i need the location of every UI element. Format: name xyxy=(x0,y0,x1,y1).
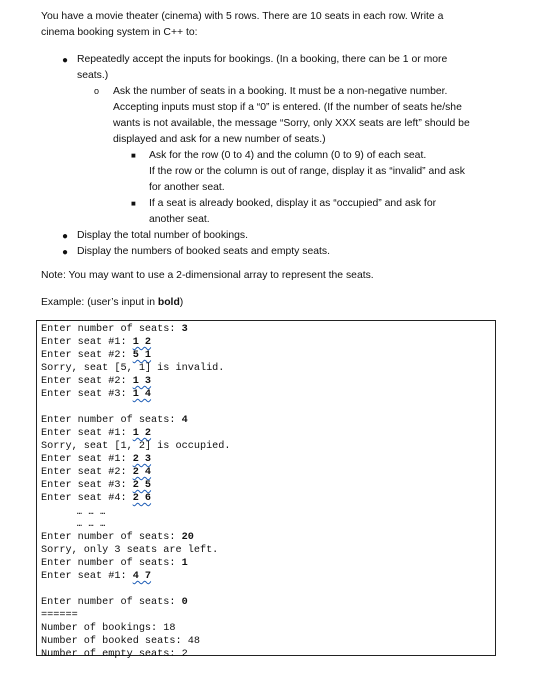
console-prompt: Enter seat #2: xyxy=(41,467,133,478)
console-prompt: Enter seat #1: xyxy=(41,428,133,439)
bullet-text: Repeatedly accept the inputs for bookings. (In a booking, there can be 1 or more xyxy=(77,54,448,65)
sub-sub-bullet-text: for another seat. xyxy=(149,182,225,193)
user-input: 2 4 xyxy=(132,467,152,478)
console-line xyxy=(41,492,151,505)
console-prompt: Enter number of seats: xyxy=(41,597,182,608)
console-prompt: Enter seat #1: xyxy=(41,337,133,348)
console-prompt: Enter seat #3: xyxy=(41,480,133,491)
console-line xyxy=(41,427,151,440)
console-line xyxy=(41,466,151,479)
console-line xyxy=(41,349,151,362)
user-input: 4 xyxy=(181,415,188,426)
example-label xyxy=(41,295,183,311)
user-input: 4 7 xyxy=(132,571,152,582)
example-prefix: Example: (user’s input in xyxy=(41,297,158,308)
user-input: 2 6 xyxy=(132,493,152,504)
console-prompt: Enter seat #4: xyxy=(41,493,133,504)
console-prompt: Enter seat #1: xyxy=(41,571,133,582)
square-bullet-icon: ■ xyxy=(131,199,136,208)
console-line xyxy=(41,479,151,492)
bullet-text: seats.) xyxy=(77,70,109,81)
console-separator: ====== xyxy=(41,610,78,621)
user-input: 1 4 xyxy=(132,389,152,400)
intro-paragraph xyxy=(41,9,501,41)
console-prompt: Enter seat #1: xyxy=(41,454,133,465)
console-prompt: Enter number of seats: xyxy=(41,558,182,569)
sub-sub-bullet-item xyxy=(149,196,509,228)
console-prompt: Enter seat #2: xyxy=(41,376,133,387)
user-input: 2 5 xyxy=(132,480,152,491)
bullet-item: Display the numbers of booked seats and empty seats. xyxy=(77,246,330,257)
console-line xyxy=(41,531,194,544)
user-input: 1 3 xyxy=(132,376,152,387)
bullet-dot-icon: ● xyxy=(62,55,69,66)
sub-sub-bullet-text: If the row or the column is out of range, display it as “invalid” and ask xyxy=(149,166,465,177)
sub-sub-bullet-text: If a seat is already booked, display it as “occupied” and ask for xyxy=(149,198,437,209)
user-input: 5 1 xyxy=(132,350,152,361)
intro-line: You have a movie theater (cinema) with 5 rows. There are 10 seats in each row. Write a xyxy=(41,11,444,22)
user-input: 20 xyxy=(181,532,194,543)
console-line xyxy=(41,336,151,349)
circle-bullet-icon: o xyxy=(94,86,100,96)
console-prompt: Enter seat #3: xyxy=(41,389,133,400)
intro-line: cinema booking system in C++ to: xyxy=(41,27,198,38)
console-line: Sorry, only 3 seats are left. xyxy=(41,545,219,556)
sub-bullet-text: displayed and ask for a new number of seats.) xyxy=(113,134,326,145)
sub-sub-bullet-text: another seat. xyxy=(149,214,210,225)
console-prompt: Enter number of seats: xyxy=(41,324,182,335)
bullet-dot-icon: ● xyxy=(62,247,69,258)
bullet-item xyxy=(77,52,507,84)
console-prompt: Enter number of seats: xyxy=(41,415,182,426)
sub-sub-bullet-text: Ask for the row (0 to 4) and the column (0 to 9) of each seat. xyxy=(149,150,427,161)
note-text: Note: You may want to use a 2-dimensional array to represent the seats. xyxy=(41,270,374,281)
ellipsis-row: … … … xyxy=(77,508,107,517)
console-line xyxy=(41,557,188,570)
sub-sub-bullet-item xyxy=(149,148,509,196)
console-line xyxy=(41,453,151,466)
user-input: 0 xyxy=(181,597,188,608)
console-prompt: Enter number of seats: xyxy=(41,532,182,543)
console-line: Number of booked seats: 48 xyxy=(41,636,200,647)
console-line xyxy=(41,375,151,388)
user-input: 1 xyxy=(181,558,188,569)
user-input: 2 3 xyxy=(132,454,152,465)
bullet-dot-icon: ● xyxy=(62,231,69,242)
console-line xyxy=(41,414,188,427)
console-line xyxy=(41,323,188,336)
console-line xyxy=(41,388,151,401)
console-line: Number of bookings: 18 xyxy=(41,623,176,634)
console-line xyxy=(41,596,188,609)
ellipsis-row: … … … xyxy=(77,520,107,529)
console-line: Sorry, seat [5, 1] is invalid. xyxy=(41,363,225,374)
sub-bullet-text: Ask the number of seats in a booking. It must be a non-negative number. xyxy=(113,86,448,97)
bullet-item: Display the total number of bookings. xyxy=(77,230,248,241)
console-prompt: Enter seat #2: xyxy=(41,350,133,361)
square-bullet-icon: ■ xyxy=(131,151,136,160)
console-line: Sorry, seat [1, 2] is occupied. xyxy=(41,441,231,452)
console-line: Number of empty seats: 2 xyxy=(41,649,188,660)
user-input: 3 xyxy=(181,324,188,335)
console-example-box xyxy=(36,320,496,660)
user-input: 1 2 xyxy=(132,428,152,439)
example-bold-word: bold xyxy=(157,297,180,308)
user-input: 1 2 xyxy=(132,337,152,348)
sub-bullet-text: Accepting inputs must stop if a “0” is entered. (If the number of seats he/she xyxy=(113,102,462,113)
example-suffix: ) xyxy=(179,297,184,308)
sub-bullet-text: wants is not available, the message “Sorry, only XXX seats are left” should be xyxy=(113,118,470,129)
console-line xyxy=(41,570,151,583)
sub-bullet-item xyxy=(113,84,508,148)
